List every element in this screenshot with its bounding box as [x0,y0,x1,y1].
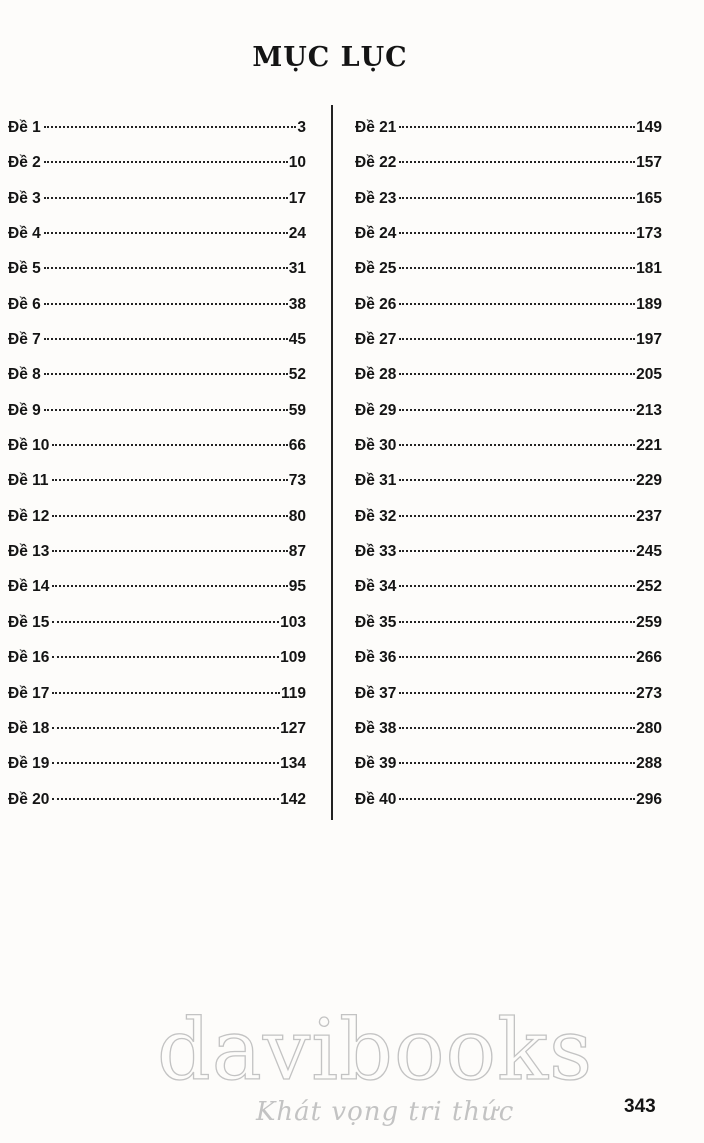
toc-entry-page: 142 [280,790,306,808]
dot-leader [44,373,288,375]
toc-entry-label: Đề 24 [355,225,397,243]
toc-entry-label: Đề 30 [355,437,397,455]
dot-leader [52,550,287,552]
toc-entry-page: 237 [636,507,662,525]
dot-leader [44,232,288,234]
toc-entry-label: Đề 11 [8,472,49,490]
toc-entry [355,537,662,572]
toc-entry [355,749,662,784]
watermark-slogan: Khát vọng tri thức [256,1097,515,1127]
dot-leader [399,479,635,481]
toc-entry [8,643,306,678]
toc-entry-page: 134 [280,755,306,773]
dot-leader [399,373,635,375]
toc-entry-label: Đề 21 [355,119,397,136]
dot-leader [399,126,635,128]
toc-entry-page: 95 [288,578,306,596]
dot-leader [52,692,280,694]
dot-leader [399,656,635,658]
toc-entry [8,113,306,148]
toc-entry-label: Đề 3 [8,189,41,207]
toc-entry-label: Đề 25 [355,260,397,278]
toc-entry [8,679,306,714]
toc-entry-label: Đề 19 [8,755,50,773]
toc-entry-label: Đề 2 [8,154,41,172]
dot-leader [52,515,287,517]
toc-entry [8,184,306,219]
toc-entry [8,785,306,820]
toc-entry-page: 229 [636,472,662,490]
toc-entry-page: 266 [636,649,662,667]
toc-entry [355,714,662,749]
toc-entry [355,679,662,714]
toc-entry-label: Đề 4 [8,225,41,243]
column-divider [331,105,333,820]
toc-entry-page: 197 [636,331,662,349]
toc-entry-label: Đề 27 [355,331,397,349]
page-number: 343 [624,1096,656,1117]
dot-leader [44,303,288,305]
toc-entry [8,219,306,254]
toc-entry-label: Đề 9 [8,401,41,419]
toc-entry-page: 45 [288,331,306,349]
toc-entry-label: Đề 13 [8,543,50,561]
toc-entry-label: Đề 20 [8,790,50,808]
toc-entry-page: 59 [288,401,306,419]
toc-entry [355,431,662,466]
toc-entry [8,325,306,360]
toc-entry [355,325,662,360]
toc-entry-label: Đề 18 [8,719,50,737]
toc-entry [355,572,662,607]
toc-entry-page: 38 [288,295,306,313]
dot-leader [399,727,635,729]
toc-entry-label: Đề 33 [355,543,397,561]
toc-column-right [355,113,662,820]
toc-entry [355,184,662,219]
toc-entry-page: 213 [636,401,662,419]
watermark-brand: davibooks [157,1001,594,1099]
toc-entry-page: 189 [636,295,662,313]
toc-entry-label: Đề 31 [355,472,397,490]
toc-entry [355,290,662,325]
toc-entry-page: 149 [636,119,662,136]
toc-entry [355,254,662,289]
toc-entry [355,360,662,395]
toc-entry-label: Đề 36 [355,649,397,667]
dot-leader [52,656,279,658]
toc-entry-label: Đề 17 [8,684,50,702]
toc-entry [355,643,662,678]
toc-entry-label: Đề 1 [8,119,41,136]
toc-entry-label: Đề 16 [8,649,50,667]
toc-entry [8,254,306,289]
toc-entry-page: 127 [280,719,306,737]
dot-leader [399,267,635,269]
toc-entry-label: Đề 23 [355,189,397,207]
toc-entry-page: 31 [288,260,306,278]
toc-entry-label: Đề 32 [355,507,397,525]
toc-entry [8,714,306,749]
dot-leader [399,338,635,340]
toc-entry-page: 221 [636,437,662,455]
toc-entry [8,290,306,325]
toc-entry-label: Đề 22 [355,154,397,172]
toc-entry-page: 17 [288,189,306,207]
toc-entry [8,749,306,784]
dot-leader [399,798,635,800]
toc-entry [355,608,662,643]
page-title: MỤC LỤC [252,42,408,73]
toc-entry [355,113,662,148]
toc-entry-page: 181 [636,260,662,278]
dot-leader [52,798,279,800]
toc-entry [355,466,662,501]
toc-entry-page: 66 [288,437,306,455]
toc-entry-page: 280 [636,719,662,737]
toc-entry-page: 157 [636,154,662,172]
toc-entry-page: 259 [636,613,662,631]
toc-entry-page: 73 [288,472,306,490]
toc-entry-label: Đề 29 [355,401,397,419]
dot-leader [44,197,288,199]
dot-leader [52,762,279,764]
toc-entry [355,396,662,431]
toc-entry [355,785,662,820]
toc-entry [8,360,306,395]
dot-leader [399,621,635,623]
toc-entry-page: 10 [288,154,306,172]
dot-leader [399,585,635,587]
toc-entry-label: Đề 37 [355,684,397,702]
dot-leader [399,692,635,694]
toc-entry-label: Đề 14 [8,578,50,596]
toc-entry-page: 252 [636,578,662,596]
toc-entry-label: Đề 34 [355,578,397,596]
toc-entry-page: 296 [636,790,662,808]
toc-entry [355,219,662,254]
dot-leader [399,550,635,552]
toc-entry [8,396,306,431]
toc-entry-label: Đề 8 [8,366,41,384]
toc-entry-page: 165 [636,189,662,207]
toc-entry-page: 245 [636,543,662,561]
dot-leader [399,161,635,163]
toc-entry-page: 52 [288,366,306,384]
toc-entry [355,502,662,537]
dot-leader [399,762,635,764]
toc-entry [8,608,306,643]
toc-entry-label: Đề 28 [355,366,397,384]
toc-entry [8,572,306,607]
dot-leader [52,479,288,481]
toc-entry-page: 87 [288,543,306,561]
dot-leader [52,585,287,587]
toc-entry-page: 288 [636,755,662,773]
dot-leader [44,126,297,128]
dot-leader [399,409,635,411]
toc-entry-label: Đề 35 [355,613,397,631]
dot-leader [44,338,288,340]
toc-entry [355,148,662,183]
toc-entry-page: 3 [297,119,306,136]
toc-entry [8,466,306,501]
toc-column-left [8,113,306,820]
toc-entry-page: 119 [280,684,306,702]
toc-entry-page: 103 [280,613,306,631]
toc-entry-page: 109 [280,649,306,667]
dot-leader [399,197,635,199]
toc-entry-label: Đề 7 [8,331,41,349]
toc-entry [8,502,306,537]
toc-entry-label: Đề 40 [355,790,397,808]
toc-entry [8,537,306,572]
dot-leader [399,303,635,305]
toc-entry [8,148,306,183]
toc-entry-page: 173 [636,225,662,243]
dot-leader [399,444,635,446]
dot-leader [44,267,288,269]
toc-entry-label: Đề 6 [8,295,41,313]
toc-entry-label: Đề 5 [8,260,41,278]
toc-entry-label: Đề 26 [355,295,397,313]
toc-entry-page: 205 [636,366,662,384]
toc-entry-label: Đề 12 [8,507,50,525]
toc-entry [8,431,306,466]
dot-leader [52,444,287,446]
dot-leader [52,727,279,729]
dot-leader [44,409,288,411]
toc-entry-label: Đề 15 [8,613,50,631]
dot-leader [399,515,635,517]
dot-leader [44,161,288,163]
toc-entry-page: 24 [288,225,306,243]
dot-leader [399,232,635,234]
toc-entry-page: 273 [636,684,662,702]
toc-entry-label: Đề 38 [355,719,397,737]
toc-entry-label: Đề 39 [355,755,397,773]
toc-entry-page: 80 [288,507,306,525]
toc-entry-label: Đề 10 [8,437,50,455]
dot-leader [52,621,279,623]
